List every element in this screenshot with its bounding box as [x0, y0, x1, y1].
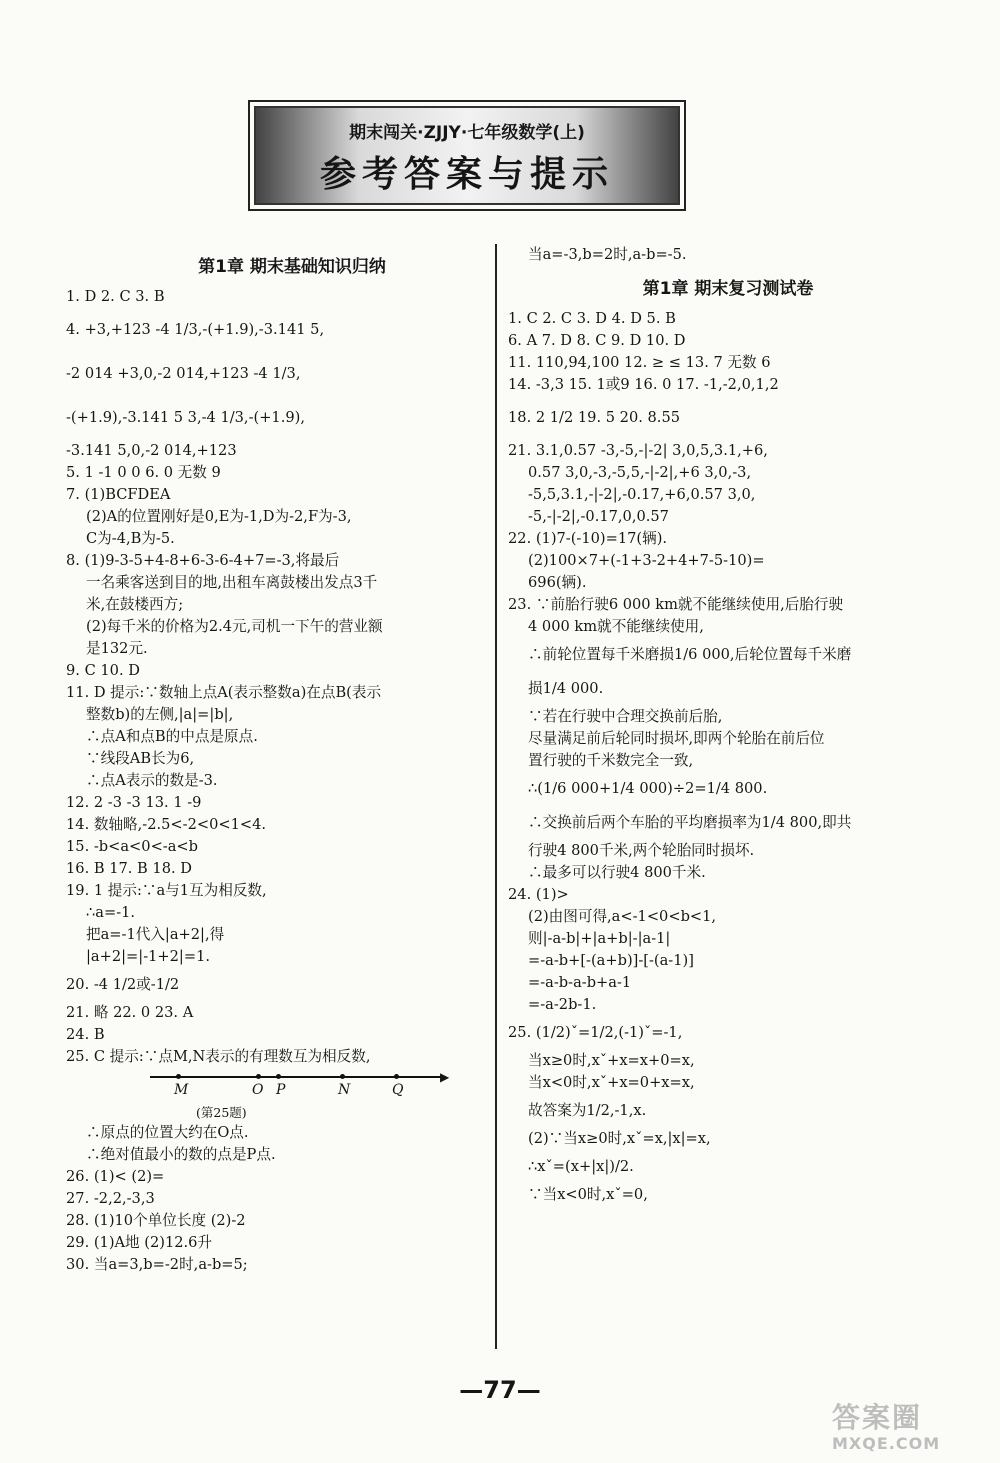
answer-line: 21. 略 22. 0 23. A: [66, 1004, 194, 1021]
label-p: P: [276, 1082, 286, 1098]
answer-line: 6. A 7. D 8. C 9. D 10. D: [508, 332, 686, 349]
answer-line: 当x<0时,xˇ+x=0+x=x,: [528, 1074, 695, 1091]
label-n: N: [338, 1082, 351, 1098]
answer-line: 22. (1)7-(-10)=17(辆).: [508, 530, 668, 547]
point-m: [176, 1074, 181, 1079]
number-line-figure: [150, 1068, 450, 1104]
answer-line: 5. 1 -1 0 0 6. 0 无数 9: [66, 464, 221, 481]
point-q: [394, 1074, 399, 1079]
answer-line: -(+1.9),-3.141 5 3,-4 1/3,-(+1.9),: [66, 409, 305, 426]
answer-line: ∴交换前后两个车胎的平均磨损率为1/4 800,即共: [528, 814, 852, 831]
answer-line: 8. (1)9-3-5+4-8+6-3-6-4+7=-3,将最后: [66, 552, 340, 569]
answer-line: 损1/4 000.: [528, 680, 604, 697]
answer-line: (2)A的位置刚好是0,E为-1,D为-2,F为-3,: [86, 508, 352, 525]
label-m: M: [174, 1082, 189, 1098]
answer-line: 24. (1)>: [508, 886, 569, 903]
answer-line: 16. B 17. B 18. D: [66, 860, 192, 877]
title-banner: [248, 100, 686, 211]
answer-line: ∴绝对值最小的数的点是P点.: [86, 1146, 276, 1163]
answer-line: C为-4,B为-5.: [86, 530, 175, 547]
answer-line: 18. 2 1/2 19. 5 20. 8.55: [508, 409, 681, 426]
answer-line: -5,-|-2|,-0.17,0,0.57: [528, 508, 669, 525]
answer-line: (2)∵当x≥0时,xˇ=x,|x|=x,: [528, 1130, 711, 1147]
answer-line: (2)100×7+(-1+3-2+4+7-5-10)=: [528, 552, 765, 569]
watermark-text: 答案圈: [832, 1401, 923, 1434]
answer-line: =-a-2b-1.: [528, 996, 597, 1013]
answer-line: (2)由图可得,a<-1<0<b<1,: [528, 908, 717, 925]
answer-line: 是132元.: [86, 640, 148, 657]
answer-line: 11. D 提示:∵数轴上点A(表示整数a)在点B(表示: [66, 684, 382, 701]
answer-line: 把a=-1代入|a+2|,得: [86, 926, 225, 943]
right-column: [508, 240, 948, 1206]
label-o: O: [252, 1082, 264, 1098]
answer-line: 尽量满足前后轮同时损坏,即两个轮胎在前后位: [528, 730, 825, 747]
answer-line: 1. D 2. C 3. B: [66, 288, 165, 305]
answer-line: 30. 当a=3,b=-2时,a-b=5;: [66, 1256, 248, 1273]
answer-line: 则|-a-b|+|a+b|-|a-1|: [528, 930, 671, 947]
banner-subtitle: 期末闯关·ZJJY·七年级数学(上): [349, 123, 585, 143]
point-n: [340, 1074, 345, 1079]
label-q: Q: [392, 1082, 404, 1098]
left-section-heading: 第1章 期末基础知识归纳: [198, 257, 386, 277]
answer-line: 24. B: [66, 1026, 105, 1043]
answer-line: 25. C 提示:∵点M,N表示的有理数互为相反数,: [66, 1048, 371, 1065]
answer-line: 15. -b<a<0<-a<b: [66, 838, 198, 855]
answer-line: 4. +3,+123 -4 1/3,-(+1.9),-3.141 5,: [66, 321, 325, 338]
number-line-axis: [150, 1076, 446, 1078]
point-p: [276, 1074, 281, 1079]
answer-line: 当a=-3,b=2时,a-b=-5.: [528, 246, 687, 263]
answer-line: -2 014 +3,0,-2 014,+123 -4 1/3,: [66, 365, 301, 382]
answer-line: 19. 1 提示:∵a与1互为相反数,: [66, 882, 267, 899]
banner-title: 参考答案与提示: [319, 154, 614, 195]
answer-line: -3.141 5,0,-2 014,+123: [66, 442, 237, 459]
answer-line: ∴最多可以行驶4 800千米.: [528, 864, 706, 881]
figure-caption: (第25题): [196, 1105, 247, 1120]
answer-line: 米,在鼓楼西方;: [86, 596, 184, 613]
answer-line: 12. 2 -3 -3 13. 1 -9: [66, 794, 202, 811]
answer-line: 14. 数轴略,-2.5<-2<0<1<4.: [66, 816, 267, 833]
answer-line: =-a-b+[-(a+b)]-[-(a-1)]: [528, 952, 694, 969]
answer-line: ∴前轮位置每千米磨损1/6 000,后轮位置每千米磨: [528, 646, 852, 663]
answer-line: 4 000 km就不能继续使用,: [528, 618, 704, 635]
answer-line: 故答案为1/2,-1,x.: [528, 1102, 647, 1119]
answer-line: 9. C 10. D: [66, 662, 140, 679]
answer-line: 29. (1)A地 (2)12.6升: [66, 1234, 213, 1251]
answer-line: ∴(1/6 000+1/4 000)÷2=1/4 800.: [528, 780, 768, 797]
page-number: —77—: [459, 1376, 541, 1404]
answer-line: 行驶4 800千米,两个轮胎同时损坏.: [528, 842, 755, 859]
number-line-arrow: ▶: [440, 1070, 450, 1084]
left-column: [66, 240, 518, 1276]
point-o: [256, 1074, 261, 1079]
answer-line: 28. (1)10个单位长度 (2)-2: [66, 1212, 246, 1229]
answer-line: 一名乘客送到目的地,出租车离鼓楼出发点3千: [86, 574, 378, 591]
answer-line: 27. -2,2,-3,3: [66, 1190, 155, 1207]
answer-line: 1. C 2. C 3. D 4. D 5. B: [508, 310, 676, 327]
answer-line: ∴xˇ=(x+|x|)/2.: [528, 1158, 634, 1175]
watermark-url: MXQE.COM: [832, 1434, 941, 1453]
answer-line: ∴原点的位置大约在O点.: [86, 1124, 249, 1141]
answer-line: (2)每千米的价格为2.4元,司机一下午的营业额: [86, 618, 383, 635]
answer-line: 14. -3,3 15. 1或9 16. 0 17. -1,-2,0,1,2: [508, 376, 779, 393]
answer-line: 696(辆).: [528, 574, 587, 591]
answer-line: 7. (1)BCFDEA: [66, 486, 171, 503]
answer-line: 23. ∵前胎行驶6 000 km就不能继续使用,后胎行驶: [508, 596, 844, 613]
answer-line: |a+2|=|-1+2|=1.: [86, 948, 210, 965]
answer-line: 置行驶的千米数完全一致,: [528, 752, 694, 769]
answer-line: ∴点A表示的数是-3.: [86, 772, 218, 789]
answer-line: 11. 110,94,100 12. ≥ ≤ 13. 7 无数 6: [508, 354, 771, 371]
answer-line: 20. -4 1/2或-1/2: [66, 976, 180, 993]
answer-line: ∵若在行驶中合理交换前后胎,: [528, 708, 723, 725]
right-section-heading: 第1章 期末复习测试卷: [642, 279, 814, 299]
answer-line: 0.57 3,0,-3,-5,5,-|-2|,+6 3,0,-3,: [528, 464, 752, 481]
answer-line: ∴点A和点B的中点是原点.: [86, 728, 258, 745]
answer-line: =-a-b-a-b+a-1: [528, 974, 632, 991]
answer-line: 21. 3.1,0.57 -3,-5,-|-2| 3,0,5,3.1,+6,: [508, 442, 768, 459]
answer-line: 26. (1)< (2)=: [66, 1168, 165, 1185]
answer-line: 25. (1/2)ˇ=1/2,(-1)ˇ=-1,: [508, 1024, 683, 1041]
answer-line: 整数b)的左侧,|a|=|b|,: [86, 706, 234, 723]
watermark-logo: [832, 1402, 982, 1456]
answer-line: ∵线段AB长为6,: [86, 750, 195, 767]
answer-line: 当x≥0时,xˇ+x=x+0=x,: [528, 1052, 695, 1069]
answer-line: ∵当x<0时,xˇ=0,: [528, 1186, 648, 1203]
answer-line: -5,5,3.1,-|-2|,-0.17,+6,0.57 3,0,: [528, 486, 756, 503]
answer-line: ∴a=-1.: [86, 904, 136, 921]
